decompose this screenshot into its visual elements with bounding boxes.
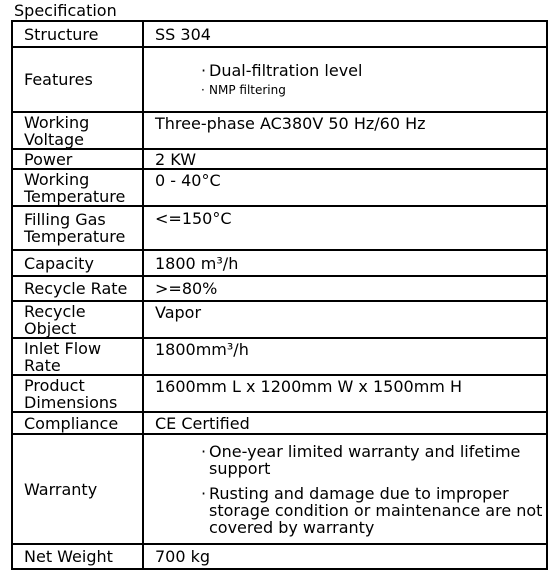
page-title: Specification [14, 1, 117, 20]
row-value: 0 - 40°C [143, 169, 547, 206]
row-label: Capacity [12, 250, 143, 276]
table-row [12, 47, 547, 112]
table-row [12, 412, 547, 434]
table-row [12, 21, 547, 47]
list-item: · NMP filtering [201, 83, 546, 97]
table-row [12, 250, 547, 276]
table-row [12, 301, 547, 338]
row-value: >=80% [143, 276, 547, 301]
row-label: Working Temperature [12, 169, 143, 206]
table-row [12, 112, 547, 149]
list-item: · Dual-filtration level [201, 62, 546, 79]
row-value [143, 47, 547, 112]
row-label: Working Voltage [12, 112, 143, 149]
row-label: Warranty [12, 434, 143, 544]
table-row [12, 276, 547, 301]
table-row [12, 149, 547, 169]
specification-table [11, 20, 548, 570]
row-label: Inlet Flow Rate [12, 338, 143, 375]
row-label: Power [12, 149, 143, 169]
list-item: · Rusting and damage due to improper storage condition or maintenance are not covered by warranty [201, 485, 546, 536]
row-label: Structure [12, 21, 143, 47]
row-label: Features [12, 47, 143, 112]
row-value: CE Certified [143, 412, 547, 434]
row-label: Recycle Rate [12, 276, 143, 301]
row-label: Product Dimensions [12, 375, 143, 412]
row-value: 1800 m³/h [143, 250, 547, 276]
row-value: SS 304 [143, 21, 547, 47]
row-label: Filling Gas Temperature [12, 206, 143, 250]
table-row [12, 338, 547, 375]
table-row [12, 375, 547, 412]
row-value: 2 KW [143, 149, 547, 169]
row-value: Vapor [143, 301, 547, 338]
row-label: Net Weight [12, 544, 143, 569]
row-value: 1600mm L x 1200mm W x 1500mm H [143, 375, 547, 412]
table-row [12, 169, 547, 206]
warranty-list [155, 443, 546, 536]
row-value: <=150°C [143, 206, 547, 250]
table-row [12, 434, 547, 544]
row-label: Recycle Object [12, 301, 143, 338]
row-value: 1800mm³/h [143, 338, 547, 375]
list-item: · One-year limited warranty and lifetime support [201, 443, 546, 477]
row-value: Three-phase AC380V 50 Hz/60 Hz [143, 112, 547, 149]
table-row [12, 544, 547, 569]
row-value: 700 kg [143, 544, 547, 569]
table-row [12, 206, 547, 250]
row-label: Compliance [12, 412, 143, 434]
row-value [143, 434, 547, 544]
features-list [155, 62, 546, 97]
